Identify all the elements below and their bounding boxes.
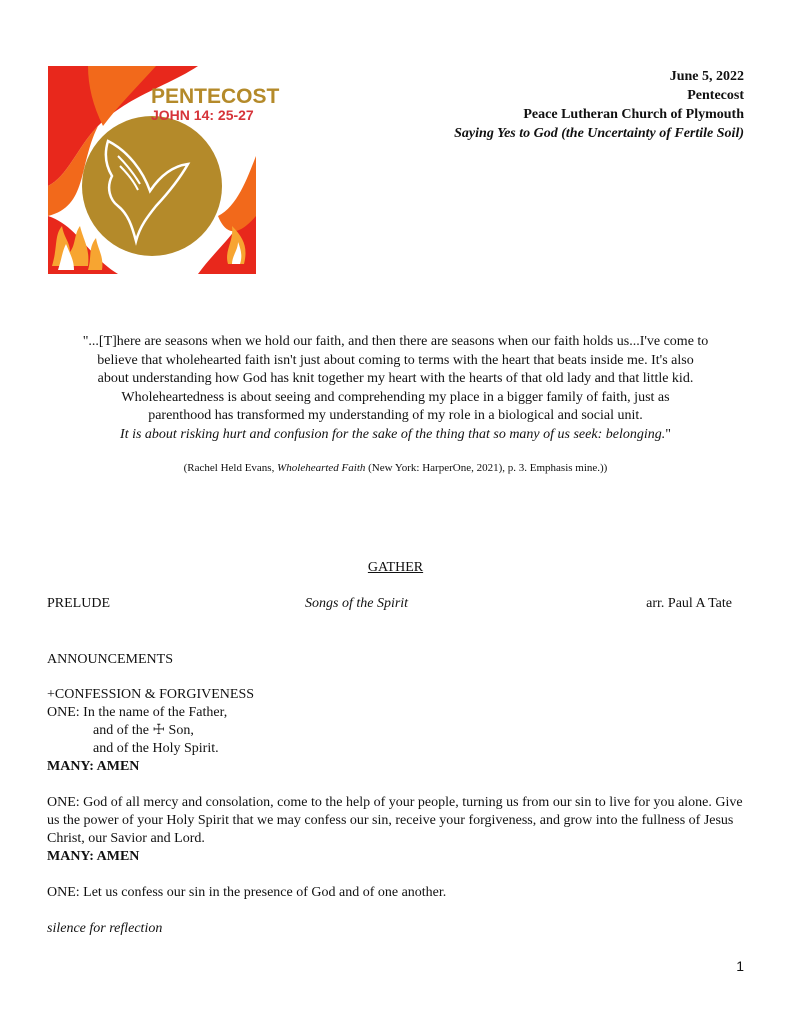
congregation-response: MANY: AMEN [47, 759, 140, 774]
page-number: 1 [736, 958, 744, 974]
citation-details: (New York: HarperOne, 2021), p. 3. Emphasis mine.)) [365, 462, 608, 474]
prelude-label: PRELUDE [47, 596, 110, 611]
confession-block [47, 686, 752, 938]
prelude-row [47, 595, 752, 613]
citation-book: Wholehearted Faith [277, 462, 366, 474]
congregation-response: MANY: AMEN [47, 849, 140, 864]
leader-line: ONE: Let us confess our sin in the presence of God and of one another. [47, 885, 447, 900]
confession-heading: +CONFESSION & FORGIVENESS [47, 687, 255, 702]
quote-line: "...[T]here are seasons when we hold our faith, and then there are seasons when our faith holds us...I've come to [82, 334, 709, 349]
prelude-arranger: arr. Paul A Tate [646, 596, 732, 611]
announcements-heading: ANNOUNCEMENTS [47, 652, 173, 667]
citation-author: (Rachel Held Evans, [183, 462, 278, 474]
sermon-title: Saying Yes to God (the Uncertainty of Fertile Soil) [454, 126, 744, 141]
leader-line: and of the Holy Spirit. [93, 741, 219, 756]
logo-title: PENTECOST [151, 85, 280, 108]
leader-line: and of the ☩ Son, [93, 723, 194, 738]
quote-emphasis-text: It is about risking hurt and confusion for the sake of the thing that so many of us seek: belonging. [120, 426, 666, 442]
epigraph-quote [40, 333, 751, 444]
prelude-title: Songs of the Spirit [305, 596, 409, 611]
quote-line-emphasis [40, 426, 751, 445]
leader-prayer: ONE: God of all mercy and consolation, come to the help of your people, turning us from our sin to live for you alone. Give us the power of your Holy Spirit that we may confess our sin, receive your forgiveness, and grow into the fullness of Jesus Christ, our Savior and Lord. [47, 795, 743, 846]
pentecost-logo [48, 66, 280, 274]
section-heading-gather: GATHER [367, 560, 424, 575]
quote-line: Wholeheartedness is about seeing and comprehending my place in a bigger family of faith, just as [121, 389, 670, 405]
quote-close: " [665, 426, 671, 442]
service-date: June 5, 2022 [669, 69, 744, 84]
service-occasion: Pentecost [687, 88, 744, 103]
church-name: Peace Lutheran Church of Plymouth [523, 107, 744, 122]
quote-line: parenthood has transformed my understanding of my role in a biological and social unit. [148, 408, 643, 423]
rubric: silence for reflection [47, 921, 163, 936]
quote-citation [40, 462, 751, 474]
quote-line: about understanding how God has knit together my heart with the hearts of that old lady and that little kid. [97, 371, 694, 386]
leader-line: ONE: In the name of the Father, [47, 705, 228, 720]
logo-reference: JOHN 14: 25-27 [151, 107, 254, 123]
quote-line: believe that wholehearted faith isn't just about coming to terms with the heart that beats inside me. It's also [97, 352, 694, 368]
bulletin-header [454, 67, 744, 143]
